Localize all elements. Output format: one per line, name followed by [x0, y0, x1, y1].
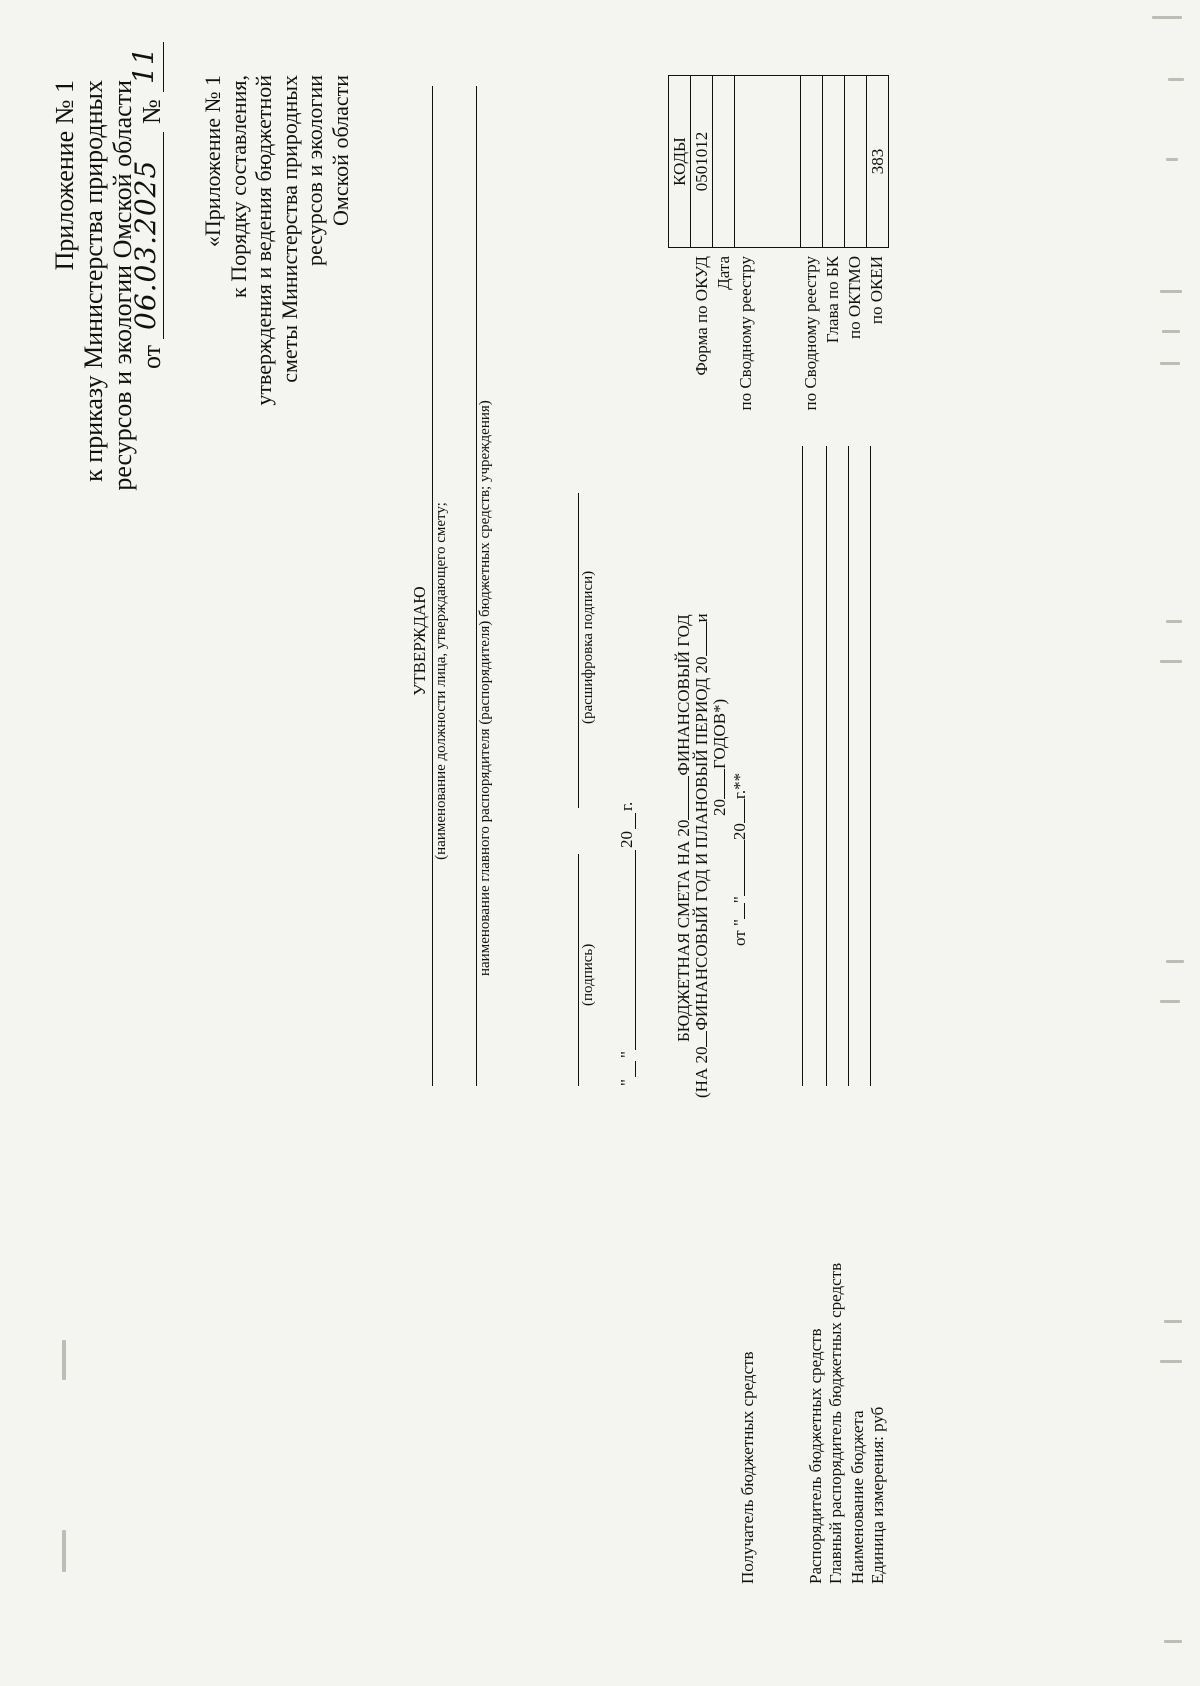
- date-value: [713, 76, 735, 248]
- budget-name-label: Наименование бюджета: [848, 1410, 867, 1584]
- title-line-1: [674, 614, 693, 1042]
- approval-date-day-line: [635, 1061, 636, 1077]
- order-date-handwritten: 06.03.2025: [129, 159, 162, 330]
- svod-value-2: [801, 76, 823, 248]
- appendix-line-4: сметы Министерства природных: [276, 75, 302, 383]
- recipient-label: Получатель бюджетных средств: [738, 1351, 757, 1584]
- okud-label: Форма по ОКУД: [692, 256, 711, 376]
- approval-date-month-line: [635, 850, 636, 1050]
- chief-manager-line: [848, 446, 849, 1086]
- appendix-line-6: Омской области: [327, 75, 353, 226]
- title-line-2b: ФИНАНСОВЫЙ ГОД И ПЛАНОВЫЙ ПЕРИОД 20: [692, 656, 711, 1031]
- appendix-line-5: ресурсов и экологии: [302, 75, 327, 266]
- glava-value: [823, 76, 845, 248]
- order-number-handwritten: 11: [127, 46, 160, 84]
- title-year-blank-4: [711, 769, 725, 799]
- title-line-4a: от ": [730, 919, 749, 946]
- title-line-1a: БЮДЖЕТНАЯ СМЕТА НА 20: [674, 819, 693, 1042]
- title-line-4d: г.**: [730, 772, 749, 800]
- approval-org-caption: наименование главного распорядителя (распорядителя) бюджетных средств; учреждения): [477, 400, 493, 976]
- title-month-blank: [731, 840, 745, 896]
- approval-date-year-suffix: г.: [617, 801, 636, 811]
- title-year-blank-2: [693, 1031, 707, 1047]
- signature-caption: (подпись): [580, 943, 596, 1006]
- okei-value: 383: [867, 76, 889, 248]
- glava-label: Глава по БК: [823, 256, 842, 344]
- header-line-3: ресурсов и экологии Омской области: [108, 80, 137, 491]
- order-from-label: от: [137, 344, 166, 369]
- approval-date-quote-open: ": [617, 1079, 636, 1086]
- title-line-2a: (НА 20: [692, 1046, 711, 1098]
- order-date-line: [163, 132, 164, 339]
- header-block: [50, 80, 137, 491]
- title-line-3a: 20: [710, 799, 729, 816]
- decoding-caption: (расшифровка подписи): [580, 570, 596, 724]
- oktmo-label: по ОКТМО: [845, 256, 864, 340]
- order-number-line: [163, 42, 164, 92]
- title-line-3b: ГОДОВ*): [710, 698, 729, 769]
- title-line-3: [710, 699, 729, 816]
- svod-label-2: по Сводному реестру: [801, 256, 820, 411]
- approval-date-year-line: [635, 813, 636, 829]
- budget-name-line: [870, 446, 871, 1086]
- date-label: Дата: [714, 256, 733, 290]
- title-line-4: [730, 773, 749, 946]
- title-line-2c: и: [692, 613, 711, 623]
- appendix-line-2: к Порядку составления,: [225, 75, 251, 298]
- approval-title: УТВЕРЖДАЮ: [410, 586, 429, 696]
- header-line-1: Приложение № 1: [50, 80, 79, 271]
- svod-label-1: по Сводному реестру: [736, 256, 755, 411]
- title-year-blank-3: [693, 622, 707, 656]
- order-number-label: №: [137, 99, 166, 124]
- appendix-line-3: утверждения и ведения бюджетной: [251, 75, 276, 406]
- oktmo-value: [845, 76, 867, 248]
- chief-manager-label: Главный распорядитель бюджетных средств: [826, 1262, 845, 1584]
- title-line-2: [692, 613, 711, 1098]
- title-year-blank-5: [731, 799, 745, 823]
- approval-date-quote-close: ": [617, 1051, 636, 1058]
- approval-date-year-prefix: 20: [617, 831, 636, 848]
- okud-value: 0501012: [691, 76, 713, 248]
- manager-line: [826, 446, 827, 1086]
- codes-table: [668, 75, 889, 248]
- title-day-blank: [731, 903, 745, 919]
- title-line-4c: 20: [730, 823, 749, 841]
- title-line-4b: ": [730, 896, 749, 904]
- appendix-line-1: «Приложение № 1: [200, 75, 225, 248]
- title-line-1b: ФИНАНСОВЫЙ ГОД: [674, 614, 693, 776]
- header-line-2: к приказу Министерства природных: [79, 80, 108, 482]
- okei-label: по ОКЕИ: [867, 256, 886, 325]
- manager-label: Распорядитель бюджетных средств: [806, 1328, 825, 1584]
- title-year-blank-1: [675, 776, 689, 820]
- appendix-block: [200, 75, 353, 406]
- codes-header: КОДЫ: [669, 76, 691, 248]
- approval-position-caption: (наименование должности лица, утверждающего смету;: [433, 502, 449, 860]
- recipient-line: [802, 446, 803, 1086]
- unit-label: Единица измерения: руб: [868, 1406, 887, 1584]
- svod-value-1: [735, 76, 801, 248]
